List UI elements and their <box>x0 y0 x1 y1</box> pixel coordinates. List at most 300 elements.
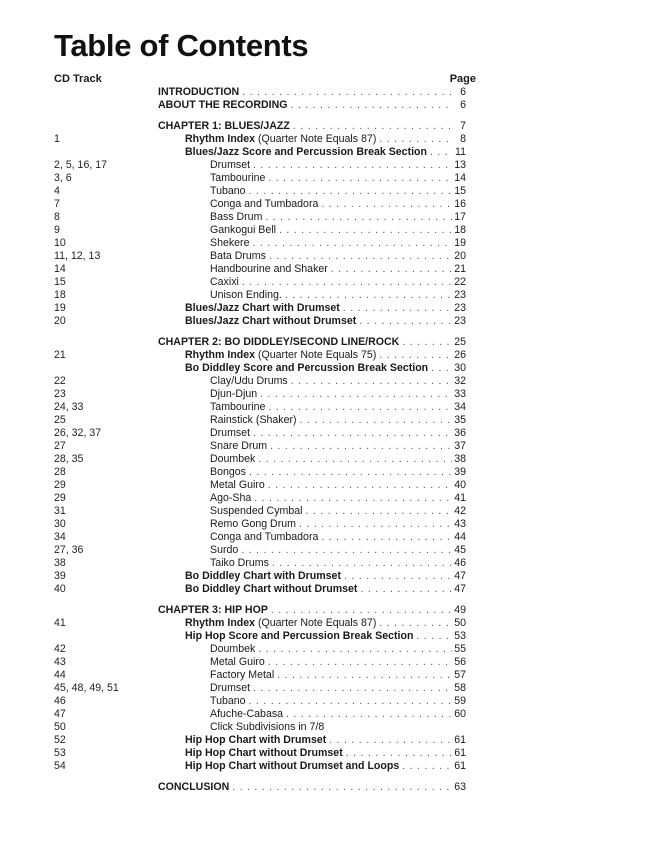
cd-track-number: 24, 33 <box>54 401 84 413</box>
dot-leader <box>431 362 452 375</box>
entry-title: CONCLUSION <box>158 781 230 793</box>
entry-title: Ago-Sha <box>210 492 252 504</box>
cd-track-number: 53 <box>54 747 66 759</box>
toc-row <box>0 643 648 656</box>
dot-leader <box>277 669 452 682</box>
toc-row <box>0 669 648 682</box>
page-number: 32 <box>454 375 466 387</box>
page-number: 17 <box>454 211 466 223</box>
dot-leader <box>260 388 452 401</box>
cd-track-number: 45, 48, 49, 51 <box>54 682 119 694</box>
dot-leader <box>430 146 452 159</box>
toc-row <box>0 315 648 328</box>
toc-row <box>0 146 648 159</box>
page-number: 40 <box>454 479 466 491</box>
toc-entry-link[interactable] <box>185 747 466 760</box>
entry-title: Blues/Jazz Chart with Drumset <box>185 302 340 314</box>
dot-leader <box>241 544 452 557</box>
cd-track-number: 27 <box>54 440 66 452</box>
toc-entry-link[interactable] <box>158 781 466 794</box>
toc-row <box>0 414 648 427</box>
cd-track-number: 18 <box>54 289 66 301</box>
cd-track-number: 20 <box>54 315 66 327</box>
dot-leader <box>258 643 452 656</box>
cd-track-number: 28, 35 <box>54 453 84 465</box>
dot-leader <box>232 781 452 794</box>
toc-row <box>0 375 648 388</box>
toc-entry-link[interactable] <box>185 362 466 375</box>
dot-leader <box>249 466 452 479</box>
toc-row <box>0 276 648 289</box>
toc-entry-link[interactable] <box>185 617 466 630</box>
dot-leader <box>268 401 452 414</box>
page-number: 14 <box>454 172 466 184</box>
dot-leader <box>379 133 452 146</box>
dot-leader <box>285 289 452 302</box>
toc-row <box>0 721 648 734</box>
dot-leader <box>279 224 452 237</box>
dot-leader <box>252 237 452 250</box>
toc-entry-link[interactable] <box>210 453 466 466</box>
dot-leader <box>329 734 452 747</box>
cd-track-column-header: CD Track <box>54 73 102 85</box>
dot-leader <box>268 656 452 669</box>
cd-track-number: 28 <box>54 466 66 478</box>
dot-leader <box>270 440 452 453</box>
entry-title: Doumbek <box>210 643 256 655</box>
entry-title: Suspended Cymbal <box>210 505 303 517</box>
toc-row <box>0 302 648 315</box>
cd-track-number: 46 <box>54 695 66 707</box>
entry-title: Conga and Tumbadora <box>210 531 319 543</box>
cd-track-number: 27, 36 <box>54 544 84 556</box>
toc-row <box>0 682 648 695</box>
page-number: 53 <box>454 630 466 642</box>
cd-track-number: 41 <box>54 617 66 629</box>
cd-track-number: 9 <box>54 224 60 236</box>
toc-entry-link[interactable] <box>158 86 466 99</box>
toc-entry-link[interactable] <box>210 388 466 401</box>
dot-leader <box>416 630 452 643</box>
toc-row <box>0 492 648 505</box>
toc-entry-link[interactable] <box>185 570 466 583</box>
page-number: 41 <box>454 492 466 504</box>
toc-entry-link[interactable] <box>210 237 466 250</box>
toc-entry-link[interactable] <box>210 289 466 302</box>
entry-title: Blues/Jazz Score and Percussion Break Section <box>185 146 427 158</box>
cd-track-number: 29 <box>54 492 66 504</box>
toc-entry-link[interactable] <box>185 315 466 328</box>
dot-leader <box>265 211 452 224</box>
page-number: 7 <box>460 120 466 132</box>
page-number: 61 <box>454 747 466 759</box>
page-number: 44 <box>454 531 466 543</box>
entry-title: Taiko Drums <box>210 557 269 569</box>
cd-track-number: 3, 6 <box>54 172 72 184</box>
toc-row <box>0 86 648 99</box>
entry-title: Hip Hop Chart without Drumset and Loops <box>185 760 400 772</box>
cd-track-number: 52 <box>54 734 66 746</box>
cd-track-number: 25 <box>54 414 66 426</box>
dot-leader <box>402 336 452 349</box>
toc-row <box>0 185 648 198</box>
page-number: 30 <box>454 362 466 374</box>
toc-entry-link[interactable] <box>210 185 466 198</box>
page-number: 33 <box>454 388 466 400</box>
dot-leader <box>379 617 452 630</box>
page-number: 23 <box>454 289 466 301</box>
cd-track-number: 2, 5, 16, 17 <box>54 159 108 171</box>
page-number: 11 <box>455 146 466 158</box>
page-number: 35 <box>454 414 466 426</box>
page-number: 63 <box>454 781 466 793</box>
toc-entry-link[interactable] <box>210 682 466 695</box>
dot-leader <box>268 479 452 492</box>
toc-row <box>0 781 648 794</box>
toc-entry-link[interactable] <box>210 401 466 414</box>
toc-entry-link[interactable] <box>158 99 466 112</box>
entry-title: Unison Ending. <box>210 289 282 301</box>
toc-entry-link[interactable] <box>210 695 466 708</box>
page-number: 43 <box>454 518 466 530</box>
toc-row <box>0 617 648 630</box>
entry-title: Metal Guiro <box>210 656 265 668</box>
entry-title: Remo Gong Drum <box>210 518 296 530</box>
table-of-contents <box>0 86 648 794</box>
dot-leader <box>331 263 452 276</box>
toc-entry-link[interactable] <box>210 518 466 531</box>
dot-leader <box>254 492 452 505</box>
page-number: 26 <box>454 349 466 361</box>
cd-track-number: 50 <box>54 721 66 733</box>
entry-note: (Quarter Note Equals 87) <box>255 133 377 145</box>
toc-entry-link[interactable] <box>210 531 466 544</box>
dot-leader <box>344 570 452 583</box>
cd-track-number: 31 <box>54 505 66 517</box>
cd-track-number: 40 <box>54 583 66 595</box>
page-number: 6 <box>460 99 466 111</box>
toc-row <box>0 336 648 349</box>
cd-track-number: 11, 12, 13 <box>54 250 101 262</box>
entry-title: Tambourine <box>210 172 266 184</box>
entry-title: Drumset <box>210 682 251 694</box>
toc-row <box>0 388 648 401</box>
dot-leader <box>300 414 452 427</box>
page-number: 6 <box>460 86 466 98</box>
toc-entry-link[interactable] <box>210 479 466 492</box>
toc-row <box>0 133 648 146</box>
dot-leader <box>299 518 452 531</box>
toc-entry-link[interactable] <box>210 656 466 669</box>
page-number: 8 <box>460 133 466 145</box>
dot-leader <box>321 198 452 211</box>
toc-entry-link[interactable] <box>210 466 466 479</box>
page-number: 21 <box>454 263 466 275</box>
entry-title: Bo Diddley Chart without Drumset <box>185 583 358 595</box>
dot-leader <box>402 760 452 773</box>
entry-title: Rhythm Index (Quarter Note Equals 75) <box>185 349 377 361</box>
page-number: 56 <box>454 656 466 668</box>
dot-leader <box>249 695 452 708</box>
entry-title: Caxixi <box>210 276 239 288</box>
entry-title: Clay/Udu Drums <box>210 375 288 387</box>
toc-entry-link[interactable] <box>158 336 466 349</box>
toc-row <box>0 440 648 453</box>
page-number: 58 <box>454 682 466 694</box>
entry-title: ABOUT THE RECORDING <box>158 99 288 111</box>
page-number: 61 <box>454 760 466 772</box>
dot-leader <box>359 315 452 328</box>
dot-leader <box>346 747 452 760</box>
toc-row <box>0 505 648 518</box>
page-number: 15 <box>454 185 466 197</box>
page-number: 59 <box>454 695 466 707</box>
toc-entry-link[interactable] <box>210 557 466 570</box>
toc-row <box>0 656 648 669</box>
toc-entry-link[interactable] <box>185 583 466 596</box>
entry-title: Djun-Djun <box>210 388 258 400</box>
toc-entry-link[interactable] <box>210 172 466 185</box>
dot-leader <box>253 682 452 695</box>
entry-title: Tambourine <box>210 401 266 413</box>
entry-title: Factory Metal <box>210 669 275 681</box>
dot-leader <box>286 708 452 721</box>
page-number: 47 <box>454 570 466 582</box>
page-number: 18 <box>454 224 466 236</box>
entry-title: Blues/Jazz Chart without Drumset <box>185 315 357 327</box>
toc-row <box>0 747 648 760</box>
page-number: 39 <box>454 466 466 478</box>
page-number: 20 <box>454 250 466 262</box>
entry-note: (Quarter Note Equals 75) <box>255 349 377 361</box>
toc-row <box>0 466 648 479</box>
dot-leader <box>343 302 452 315</box>
toc-entry-link[interactable] <box>210 375 466 388</box>
toc-entry-link[interactable] <box>210 250 466 263</box>
cd-track-number: 39 <box>54 570 66 582</box>
page-number: 49 <box>454 604 466 616</box>
toc-row <box>0 401 648 414</box>
toc-row <box>0 604 648 617</box>
dot-leader <box>258 453 452 466</box>
cd-track-number: 26, 32, 37 <box>54 427 102 439</box>
entry-title: INTRODUCTION <box>158 86 240 98</box>
cd-track-number: 15 <box>54 276 66 288</box>
toc-row <box>0 172 648 185</box>
cd-track-number: 34 <box>54 531 66 543</box>
page-number: 42 <box>454 505 466 517</box>
dot-leader <box>242 276 452 289</box>
cd-track-number: 30 <box>54 518 66 530</box>
entry-title: Hip Hop Chart with Drumset <box>185 734 327 746</box>
toc-row <box>0 198 648 211</box>
toc-entry-link[interactable] <box>185 146 466 159</box>
entry-title: CHAPTER 1: BLUES/JAZZ <box>158 120 290 132</box>
toc-row <box>0 570 648 583</box>
entry-title: Surdo <box>210 544 239 556</box>
page-title: Table of Contents <box>54 28 309 63</box>
toc-entry-link[interactable] <box>210 276 466 289</box>
toc-entry-link[interactable] <box>185 630 466 643</box>
cd-track-number: 44 <box>54 669 66 681</box>
dot-leader <box>249 185 452 198</box>
entry-title: Tubano <box>210 695 246 707</box>
dot-leader <box>268 172 452 185</box>
entry-title: CHAPTER 2: BO DIDDLEY/SECOND LINE/ROCK <box>158 336 400 348</box>
toc-entry-link[interactable] <box>210 224 466 237</box>
toc-row <box>0 760 648 773</box>
toc-row <box>0 349 648 362</box>
dot-leader <box>272 557 452 570</box>
cd-track-number: 23 <box>54 388 66 400</box>
dot-leader <box>271 604 452 617</box>
toc-entry-link[interactable] <box>210 669 466 682</box>
toc-entry-link[interactable] <box>185 349 466 362</box>
entry-title: Bata Drums <box>210 250 266 262</box>
cd-track-number: 7 <box>54 198 60 210</box>
page-number: 45 <box>454 544 466 556</box>
toc-entry-link[interactable] <box>210 492 466 505</box>
page-number: 55 <box>454 643 466 655</box>
toc-row <box>0 544 648 557</box>
toc-row <box>0 695 648 708</box>
cd-track-number: 29 <box>54 479 66 491</box>
page-number: 16 <box>454 198 466 210</box>
toc-entry-link[interactable] <box>210 427 466 440</box>
toc-entry-link[interactable] <box>210 211 466 224</box>
toc-entry-link[interactable] <box>185 734 466 747</box>
dot-leader <box>269 250 452 263</box>
toc-row <box>0 708 648 721</box>
toc-entry-link[interactable] <box>185 133 466 146</box>
entry-title: Bass Drum <box>210 211 263 223</box>
page-number: 23 <box>454 315 466 327</box>
toc-row <box>0 224 648 237</box>
page-number: 25 <box>454 336 466 348</box>
entry-title: Click Subdivisions in 7/8 <box>210 721 325 733</box>
dot-leader <box>290 99 452 112</box>
toc-row <box>0 362 648 375</box>
toc-entry-link[interactable] <box>158 120 466 133</box>
entry-title: Rhythm Index (Quarter Note Equals 87) <box>185 133 377 145</box>
cd-track-number: 4 <box>54 185 60 197</box>
page-number: 36 <box>454 427 466 439</box>
toc-entry-link[interactable] <box>210 414 466 427</box>
cd-track-number: 43 <box>54 656 66 668</box>
toc-entry-link[interactable] <box>210 721 466 734</box>
page-number: 23 <box>454 302 466 314</box>
toc-entry-link[interactable] <box>210 159 466 172</box>
entry-title: Drumset <box>210 427 251 439</box>
entry-title: Gankogui Bell <box>210 224 276 236</box>
toc-entry-link[interactable] <box>158 604 466 617</box>
page-number: 34 <box>454 401 466 413</box>
toc-entry-link[interactable] <box>210 643 466 656</box>
cd-track-number: 14 <box>54 263 66 275</box>
toc-row <box>0 479 648 492</box>
entry-title: Tubano <box>210 185 246 197</box>
page-number: 46 <box>454 557 466 569</box>
cd-track-number: 42 <box>54 643 66 655</box>
toc-entry-link[interactable] <box>210 440 466 453</box>
toc-entry-link[interactable] <box>210 198 466 211</box>
entry-title: Rainstick (Shaker) <box>210 414 297 426</box>
entry-title: Drumset <box>210 159 251 171</box>
page-number: 57 <box>454 669 466 681</box>
cd-track-number: 10 <box>54 237 66 249</box>
toc-row <box>0 263 648 276</box>
entry-title: Metal Guiro <box>210 479 265 491</box>
entry-title: Bo Diddley Score and Percussion Break Section <box>185 362 429 374</box>
toc-entry-link[interactable] <box>185 302 466 315</box>
toc-row <box>0 289 648 302</box>
toc-row <box>0 583 648 596</box>
entry-note: (Quarter Note Equals 87) <box>255 617 377 629</box>
cd-track-number: 19 <box>54 302 66 314</box>
toc-row <box>0 211 648 224</box>
entry-title: CHAPTER 3: HIP HOP <box>158 604 268 616</box>
page-number: 19 <box>454 237 466 249</box>
entry-title: Hip Hop Chart without Drumset <box>185 747 343 759</box>
toc-row <box>0 159 648 172</box>
toc-entry-link[interactable] <box>210 544 466 557</box>
cd-track-number: 47 <box>54 708 66 720</box>
toc-row <box>0 120 648 133</box>
page-number: 13 <box>454 159 466 171</box>
toc-row <box>0 237 648 250</box>
page-number: 22 <box>454 276 466 288</box>
dot-leader <box>379 349 452 362</box>
entry-title: Doumbek <box>210 453 256 465</box>
page-number: 61 <box>454 734 466 746</box>
page-number: 38 <box>454 453 466 465</box>
toc-row <box>0 250 648 263</box>
entry-title: Hip Hop Score and Percussion Break Section <box>185 630 414 642</box>
entry-title: Bongos <box>210 466 246 478</box>
dot-leader <box>242 86 452 99</box>
toc-row <box>0 557 648 570</box>
toc-row <box>0 518 648 531</box>
entry-title: Afuche-Cabasa <box>210 708 284 720</box>
cd-track-number: 38 <box>54 557 66 569</box>
dot-leader <box>291 375 452 388</box>
toc-entry-link[interactable] <box>185 760 466 773</box>
dot-leader <box>253 159 452 172</box>
page-number: 60 <box>454 708 466 720</box>
toc-row <box>0 99 648 112</box>
dot-leader <box>293 120 452 133</box>
page-number: 50 <box>454 617 466 629</box>
entry-title: Shekere <box>210 237 250 249</box>
cd-track-number: 1 <box>54 133 60 145</box>
cd-track-number: 8 <box>54 211 60 223</box>
toc-entry-link[interactable] <box>210 263 466 276</box>
cd-track-number: 22 <box>54 375 66 387</box>
toc-row <box>0 453 648 466</box>
toc-entry-link[interactable] <box>210 505 466 518</box>
entry-title: Snare Drum <box>210 440 268 452</box>
toc-row <box>0 630 648 643</box>
toc-entry-link[interactable] <box>210 708 466 721</box>
entry-title: Conga and Tumbadora <box>210 198 319 210</box>
toc-row <box>0 531 648 544</box>
entry-title: Bo Diddley Chart with Drumset <box>185 570 341 582</box>
dot-leader <box>321 531 452 544</box>
page-number: 47 <box>454 583 466 595</box>
cd-track-number: 54 <box>54 760 66 772</box>
dot-leader <box>305 505 452 518</box>
entry-title: Rhythm Index (Quarter Note Equals 87) <box>185 617 377 629</box>
